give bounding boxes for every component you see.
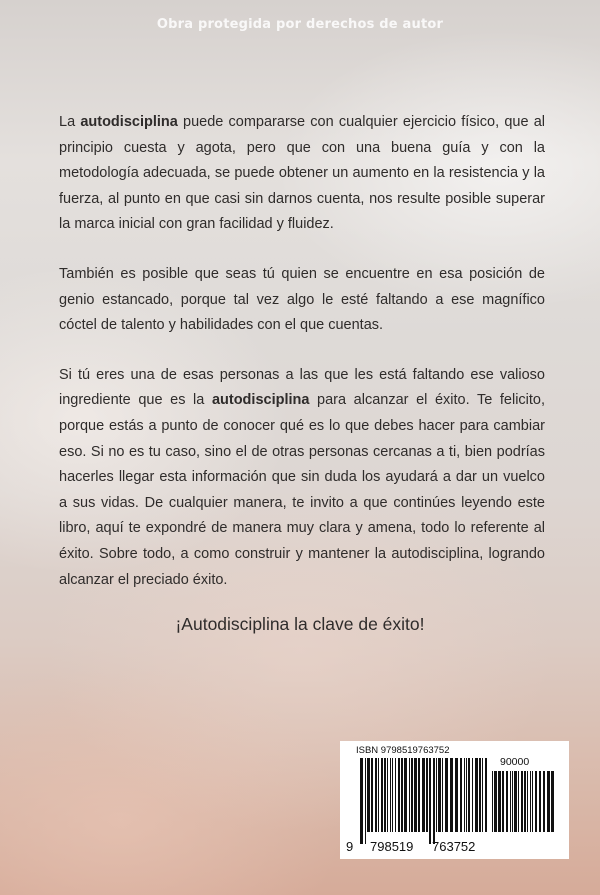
keyword-bold: autodisciplina bbox=[211, 392, 310, 409]
barcode-digits-left: 798519 bbox=[370, 839, 414, 854]
watermark-top: Obra protegida por derechos de autor bbox=[156, 17, 444, 32]
barcode-addon-bars bbox=[492, 771, 554, 844]
keyword-bold: autodisciplina bbox=[80, 114, 178, 130]
paragraph-2: También es posible que seas tú quien se encuentre en esa posición de genio estancado, porque tal vez algo le esté faltando a ese magnífico cóctel de talento y habilidades con el que cuentas. bbox=[59, 265, 545, 334]
barcode-digit-first: 9 bbox=[346, 839, 354, 854]
barcode-addon-number: 90000 bbox=[500, 756, 530, 768]
slogan: ¡Autodisciplina la clave de éxito! bbox=[175, 614, 425, 634]
paragraph-3: Si tú eres una de esas personas a las que les está faltando ese valioso ingrediente que es la autodisciplina para alcanzar el éxito. Te felicito, porque estás a punto de conocer qué es lo que debes hacer para cambiar eso. Si no es tu caso, sino el de otras personas cercanas a ti, bien podrías hacerles llegar esta información que sin duda los ayudará a dar un vuelco a sus vidas. De cualquier manera, te invito a que continúes leyendo este libro, aquí te expondré de manera muy clara y amena, todo lo referente al éxito. Sobre todo, a como construir y mantener la autodisciplina, logrando alcanzar el preciado éxito. bbox=[59, 366, 546, 588]
back-cover-text bbox=[59, 110, 545, 617]
isbn-label: ISBN 9798519763752 bbox=[356, 745, 450, 756]
paragraph-1: La autodisciplina puede compararse con cualquier ejercicio físico, que al principio cuesta y agota, pero que con una buena guía y con la metodología adecuada, se puede obtener un aumento en la resistencia y la fuerza, al punto en que casi sin darnos cuenta, nos resulte posible superar la marca inicial con gran facilidad y fluidez. bbox=[59, 114, 545, 233]
barcode-digits-right: 763752 bbox=[432, 839, 476, 854]
isbn-barcode bbox=[340, 741, 569, 859]
barcode-main-bars bbox=[360, 758, 490, 844]
